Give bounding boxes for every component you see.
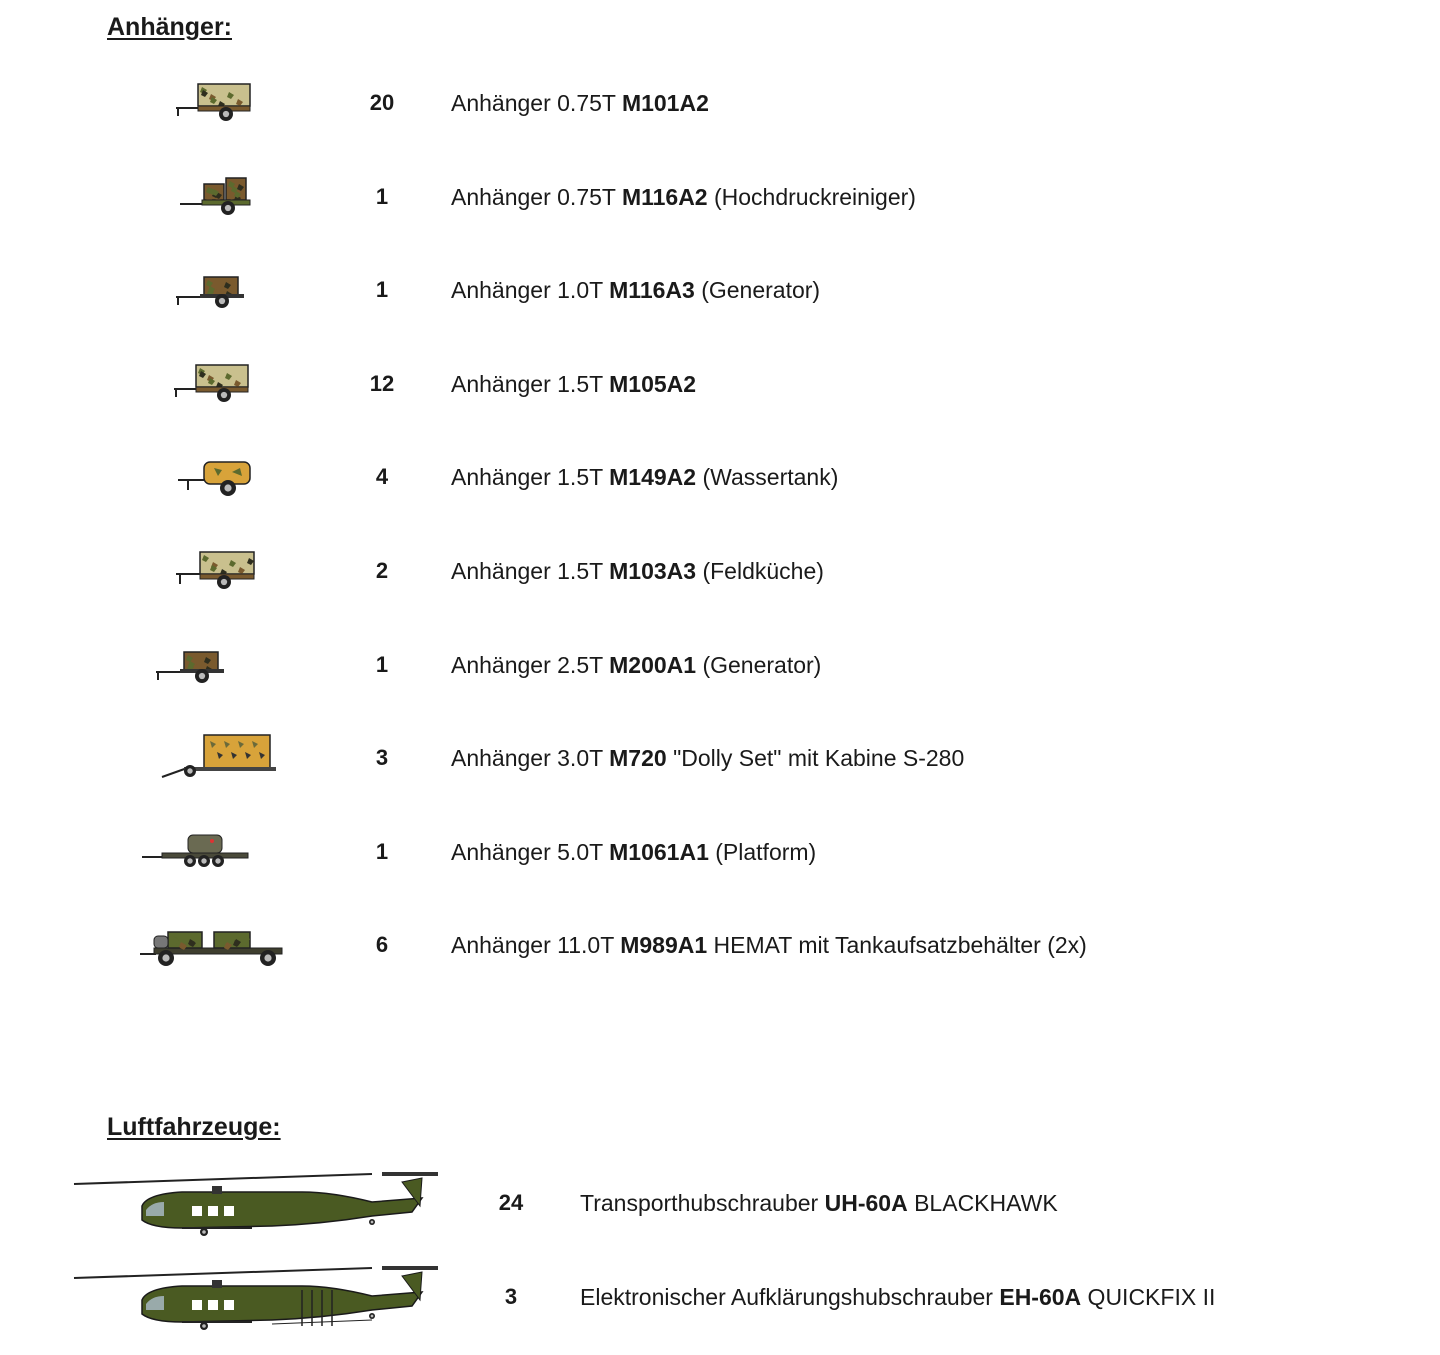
trailer-row xyxy=(0,634,1440,694)
item-model: M149A2 xyxy=(609,464,697,490)
item-description xyxy=(451,745,964,771)
item-note: (Generator) xyxy=(696,652,822,678)
item-description xyxy=(451,652,821,678)
item-model: M200A1 xyxy=(609,652,697,678)
item-text xyxy=(451,745,964,772)
pressure-washer-trailer-icon xyxy=(174,170,256,222)
item-note: (Platform) xyxy=(708,839,817,865)
item-model: M103A3 xyxy=(609,558,697,584)
water-tank-trailer-icon xyxy=(174,450,258,502)
item-type: Anhänger 1.0T xyxy=(451,277,610,303)
item-text xyxy=(451,932,1087,959)
item-type: Transporthubschrauber xyxy=(580,1190,825,1216)
item-count: 1 xyxy=(375,839,389,864)
item-model: M989A1 xyxy=(620,932,708,958)
trailer-row xyxy=(0,353,1440,413)
item-type: Anhänger 2.5T xyxy=(451,652,610,678)
cargo-trailer-icon xyxy=(170,357,256,409)
item-note: (Hochdruckreiniger) xyxy=(707,184,916,210)
item-text xyxy=(451,558,824,585)
item-text xyxy=(451,371,696,398)
item-count: 20 xyxy=(369,90,395,115)
item-note: (Wassertank) xyxy=(696,464,839,490)
aircraft-row xyxy=(0,1160,1440,1240)
item-type: Anhänger 1.5T xyxy=(451,464,610,490)
item-count: 24 xyxy=(498,1190,524,1215)
item-note: (Feldküche) xyxy=(696,558,824,584)
item-text xyxy=(451,184,916,211)
item-count: 6 xyxy=(375,932,389,957)
item-note: (Generator) xyxy=(694,277,821,303)
aircraft-row xyxy=(0,1254,1440,1334)
item-type: Anhänger 0.75T xyxy=(451,90,622,116)
item-text xyxy=(580,1284,1215,1311)
platform-trailer-icon xyxy=(138,825,290,877)
item-text xyxy=(451,839,816,866)
item-model: M116A3 xyxy=(609,277,695,303)
item-text xyxy=(451,90,709,117)
item-description xyxy=(451,371,696,397)
item-note: BLACKHAWK xyxy=(907,1190,1058,1216)
item-model: M101A2 xyxy=(621,90,709,116)
item-model: UH-60A xyxy=(824,1190,908,1216)
item-model: M116A2 xyxy=(621,184,708,210)
item-count: 3 xyxy=(504,1284,518,1309)
item-type: Elektronischer Aufklärungshubschrauber xyxy=(580,1284,1000,1310)
item-description xyxy=(451,932,1087,958)
item-type: Anhänger 11.0T xyxy=(451,932,621,958)
item-text xyxy=(451,277,820,304)
item-type: Anhänger 1.5T xyxy=(451,558,610,584)
item-text xyxy=(580,1190,1058,1217)
item-count: 2 xyxy=(375,558,389,583)
item-count: 1 xyxy=(375,277,389,302)
item-note: "Dolly Set" mit Kabine S-280 xyxy=(666,745,965,771)
item-model: EH-60A xyxy=(999,1284,1082,1310)
item-description xyxy=(451,184,916,210)
aircraft-heading: Luftfahrzeuge: xyxy=(107,1113,281,1141)
cargo-trailer-icon xyxy=(172,76,256,128)
item-model: M105A2 xyxy=(609,371,697,397)
item-description xyxy=(451,90,709,116)
item-type: Anhänger 1.5T xyxy=(451,371,610,397)
trailer-row xyxy=(0,821,1440,881)
item-description xyxy=(451,839,816,865)
trailer-row xyxy=(0,259,1440,319)
item-note: HEMAT mit Tankaufsatzbehälter (2x) xyxy=(707,932,1087,958)
item-description xyxy=(451,558,824,584)
item-description xyxy=(451,464,838,490)
trailers-heading: Anhänger: xyxy=(107,13,232,41)
item-count: 3 xyxy=(375,745,389,770)
item-description xyxy=(580,1190,1058,1216)
helicopter-antenna-icon xyxy=(72,1260,442,1338)
item-description xyxy=(451,277,820,303)
item-count: 4 xyxy=(375,464,389,489)
item-model: M720 xyxy=(609,745,667,771)
item-description xyxy=(580,1284,1215,1310)
helicopter-icon xyxy=(72,1166,442,1244)
hemat-trailer-icon xyxy=(138,918,290,970)
generator-trailer-icon xyxy=(172,263,252,315)
trailer-row xyxy=(0,446,1440,506)
generator-trailer-icon xyxy=(152,638,292,690)
trailer-row xyxy=(0,540,1440,600)
item-model: M1061A1 xyxy=(609,839,709,865)
item-type: Anhänger 3.0T xyxy=(451,745,610,771)
trailer-row xyxy=(0,914,1440,974)
field-kitchen-trailer-icon xyxy=(172,544,258,596)
item-note: QUICKFIX II xyxy=(1081,1284,1216,1310)
trailer-row xyxy=(0,166,1440,226)
item-text xyxy=(451,464,838,491)
dolly-shelter-trailer-icon xyxy=(160,731,276,783)
item-type: Anhänger 0.75T xyxy=(451,184,622,210)
item-count: 1 xyxy=(375,184,389,209)
item-text xyxy=(451,652,821,679)
trailer-row xyxy=(0,727,1440,787)
item-count: 12 xyxy=(369,371,395,396)
trailer-row xyxy=(0,72,1440,132)
item-type: Anhänger 5.0T xyxy=(451,839,610,865)
item-count: 1 xyxy=(375,652,389,677)
